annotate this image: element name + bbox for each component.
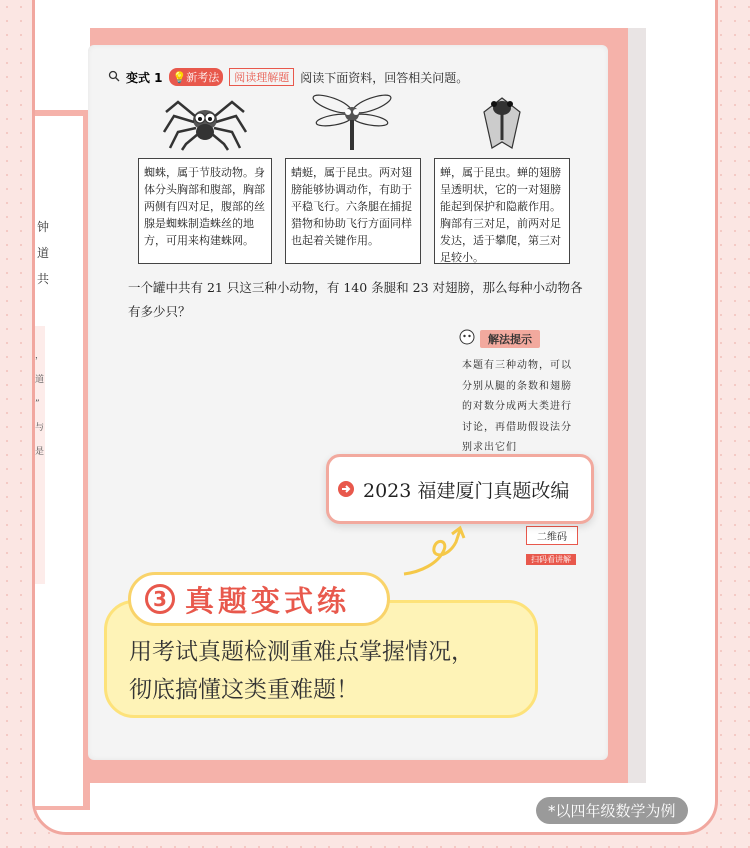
curly-arrow-icon bbox=[400, 520, 470, 584]
section-number: 3 bbox=[145, 584, 175, 614]
variant-header bbox=[108, 68, 468, 86]
dragonfly-info-box: 蜻蜓，属于昆虫。两对翅膀能够协调动作，有助于平稳飞行。六条腿在捕捉猎物和协助飞行方面同样也起着关键作用。 bbox=[285, 158, 421, 264]
section-desc-line-1: 用考试真题检测重难点掌握情况， bbox=[129, 639, 474, 665]
cicada-info-box: 蝉，属于昆虫。蝉的翅膀呈透明状，它的一对翅膀能起到保护和隐蔽作用。胸部有三对足，前两对足发达，适于攀爬，第三对足较小。 bbox=[434, 158, 570, 264]
cicada-icon bbox=[472, 92, 532, 156]
book-page-edges bbox=[628, 28, 646, 783]
spider-info-box: 蜘蛛，属于节肢动物。身体分头胸部和腹部，胸部两侧有四对足，腹部的丝腺是蜘蛛制造蛛丝的地方，可用来构建蛛网。 bbox=[138, 158, 272, 264]
section-badge bbox=[128, 572, 390, 626]
lightbulb-icon: 💡 bbox=[172, 71, 187, 84]
search-icon bbox=[108, 70, 120, 85]
hint-title: 解法提示 bbox=[480, 330, 540, 348]
question-type-tag: 阅读理解题 bbox=[229, 68, 294, 86]
dragonfly-icon bbox=[310, 92, 395, 156]
section-title: 真题变式练 bbox=[185, 583, 351, 618]
source-callout bbox=[326, 454, 594, 524]
hint-body: 本题有三种动物，可以分别从腿的条数和翅膀的对数分成两大类进行讨论，再借助假设法分别求出它们 bbox=[462, 360, 572, 453]
left-book-page bbox=[35, 110, 90, 810]
hint-header bbox=[458, 328, 540, 350]
qr-code-label: 二维码 bbox=[526, 526, 578, 545]
question-text: 一个罐中共有 21 只这三种小动物，有 140 条腿和 23 对翅膀，那么每种小动物各有多少只？ bbox=[128, 280, 583, 319]
section-desc-line-2: 彻底搞懂这类重难题！ bbox=[129, 677, 359, 703]
arrow-right-circle-icon bbox=[337, 480, 355, 498]
new-method-tag: 💡新考法 bbox=[169, 68, 224, 86]
left-page-text: 钟 道 共 bbox=[37, 220, 50, 286]
variant-label: 变式 1 bbox=[126, 70, 163, 85]
source-text: 2023 福建厦门真题改编 bbox=[363, 479, 570, 502]
footnote: *以四年级数学为例 bbox=[536, 797, 688, 824]
variant-instruction: 阅读下面资料，回答相关问题。 bbox=[300, 70, 469, 85]
qr-code-sub-label: 扫码看讲解 bbox=[526, 554, 576, 565]
pencil-mascot-icon bbox=[458, 328, 476, 350]
spider-icon bbox=[160, 92, 250, 156]
left-page-note: ， 道 ” 与 是 bbox=[35, 326, 45, 584]
